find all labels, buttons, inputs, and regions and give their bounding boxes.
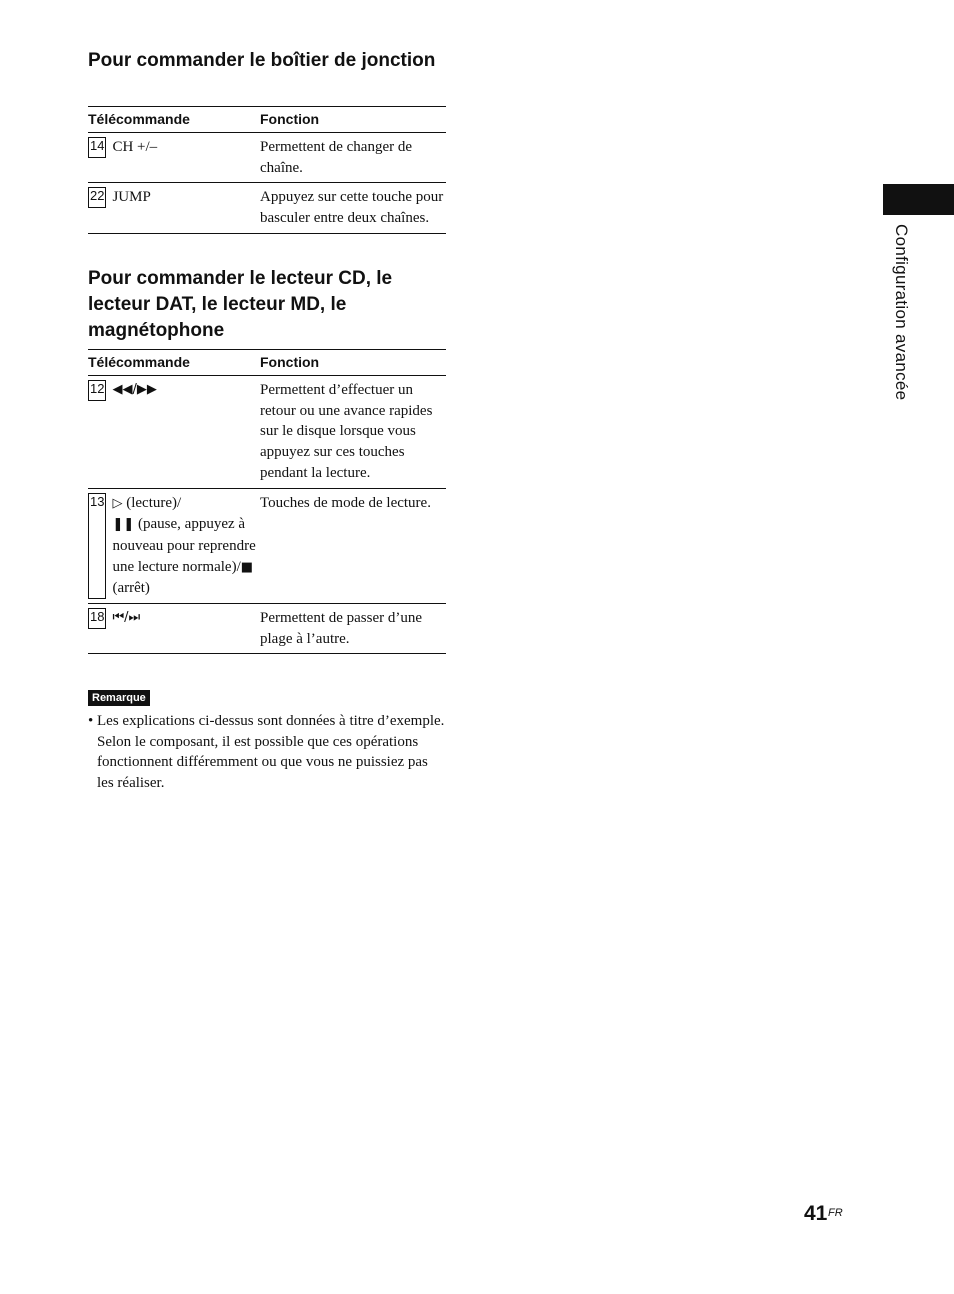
table-row	[88, 376, 446, 489]
remote-cell	[88, 604, 260, 654]
side-section-label: Configuration avancée	[892, 224, 911, 401]
note-item	[88, 711, 448, 794]
play-icon: ▷	[112, 495, 123, 511]
remote-cell	[88, 133, 260, 183]
table-row	[88, 604, 446, 654]
side-tab-marker	[883, 184, 954, 215]
note-text: Les explications ci-dessus sont données à titre d’exemple. Selon le composant, il est possible que ces opérations fonctionnent différemment ou que vous ne puissiez pas les réaliser.	[97, 713, 445, 792]
pause-text: (pause, appuyez à nouveau pour reprendre une lecture normale)/	[112, 516, 256, 575]
play-text: (lecture)/	[122, 494, 182, 511]
button-number-badge: 14	[88, 137, 106, 158]
remote-cell	[88, 376, 260, 489]
players-table	[88, 349, 446, 654]
button-number-badge: 12	[88, 380, 106, 401]
function-cell: Touches de mode de lecture.	[260, 488, 446, 604]
remote-label: CH +/–	[112, 139, 158, 155]
header-function: Fonction	[260, 107, 446, 133]
header-remote: Télécommande	[88, 350, 260, 376]
button-number-badge: 22	[88, 187, 106, 208]
section-title-junction-box: Pour commander le boîtier de jonction	[88, 50, 436, 71]
table-row	[88, 488, 446, 604]
function-cell: Permettent de changer de chaîne.	[260, 133, 446, 183]
button-number-badge: 13	[88, 493, 106, 600]
bullet: •	[88, 713, 94, 729]
junction-box-table	[88, 106, 446, 234]
function-cell: Permettent d’effectuer un retour ou une avance rapides sur le disque lorsque vous appuyez sur ces touches pendant la lecture.	[260, 376, 446, 489]
remote-cell	[88, 488, 260, 604]
function-cell: Permettent de passer d’une plage à l’autre.	[260, 604, 446, 654]
table-row	[88, 183, 446, 233]
table-header-row	[88, 107, 446, 133]
remote-label	[112, 493, 260, 600]
header-remote: Télécommande	[88, 107, 260, 133]
note-label: Remarque	[88, 690, 150, 706]
prev-next-track-icon: ⏮/⏭	[112, 610, 141, 626]
stop-text: (arrêt)	[112, 580, 150, 597]
page-language-suffix: FR	[828, 1207, 843, 1219]
section-title-players: Pour commander le lecteur CD, le lecteur DAT, le lecteur MD, le magnétophone	[88, 268, 393, 341]
table-row	[88, 133, 446, 183]
table-header-row	[88, 350, 446, 376]
function-cell: Appuyez sur cette touche pour basculer entre deux chaînes.	[260, 183, 446, 233]
remote-label: JUMP	[112, 189, 151, 206]
header-function: Fonction	[260, 350, 446, 376]
stop-icon: ■	[240, 559, 254, 575]
remote-cell	[88, 183, 260, 233]
pause-icon: ❚❚	[112, 517, 135, 533]
page-number: 41	[804, 1202, 828, 1225]
button-number-badge: 18	[88, 608, 106, 629]
rewind-fastforward-icon: ◀◀/▶▶	[112, 382, 157, 397]
